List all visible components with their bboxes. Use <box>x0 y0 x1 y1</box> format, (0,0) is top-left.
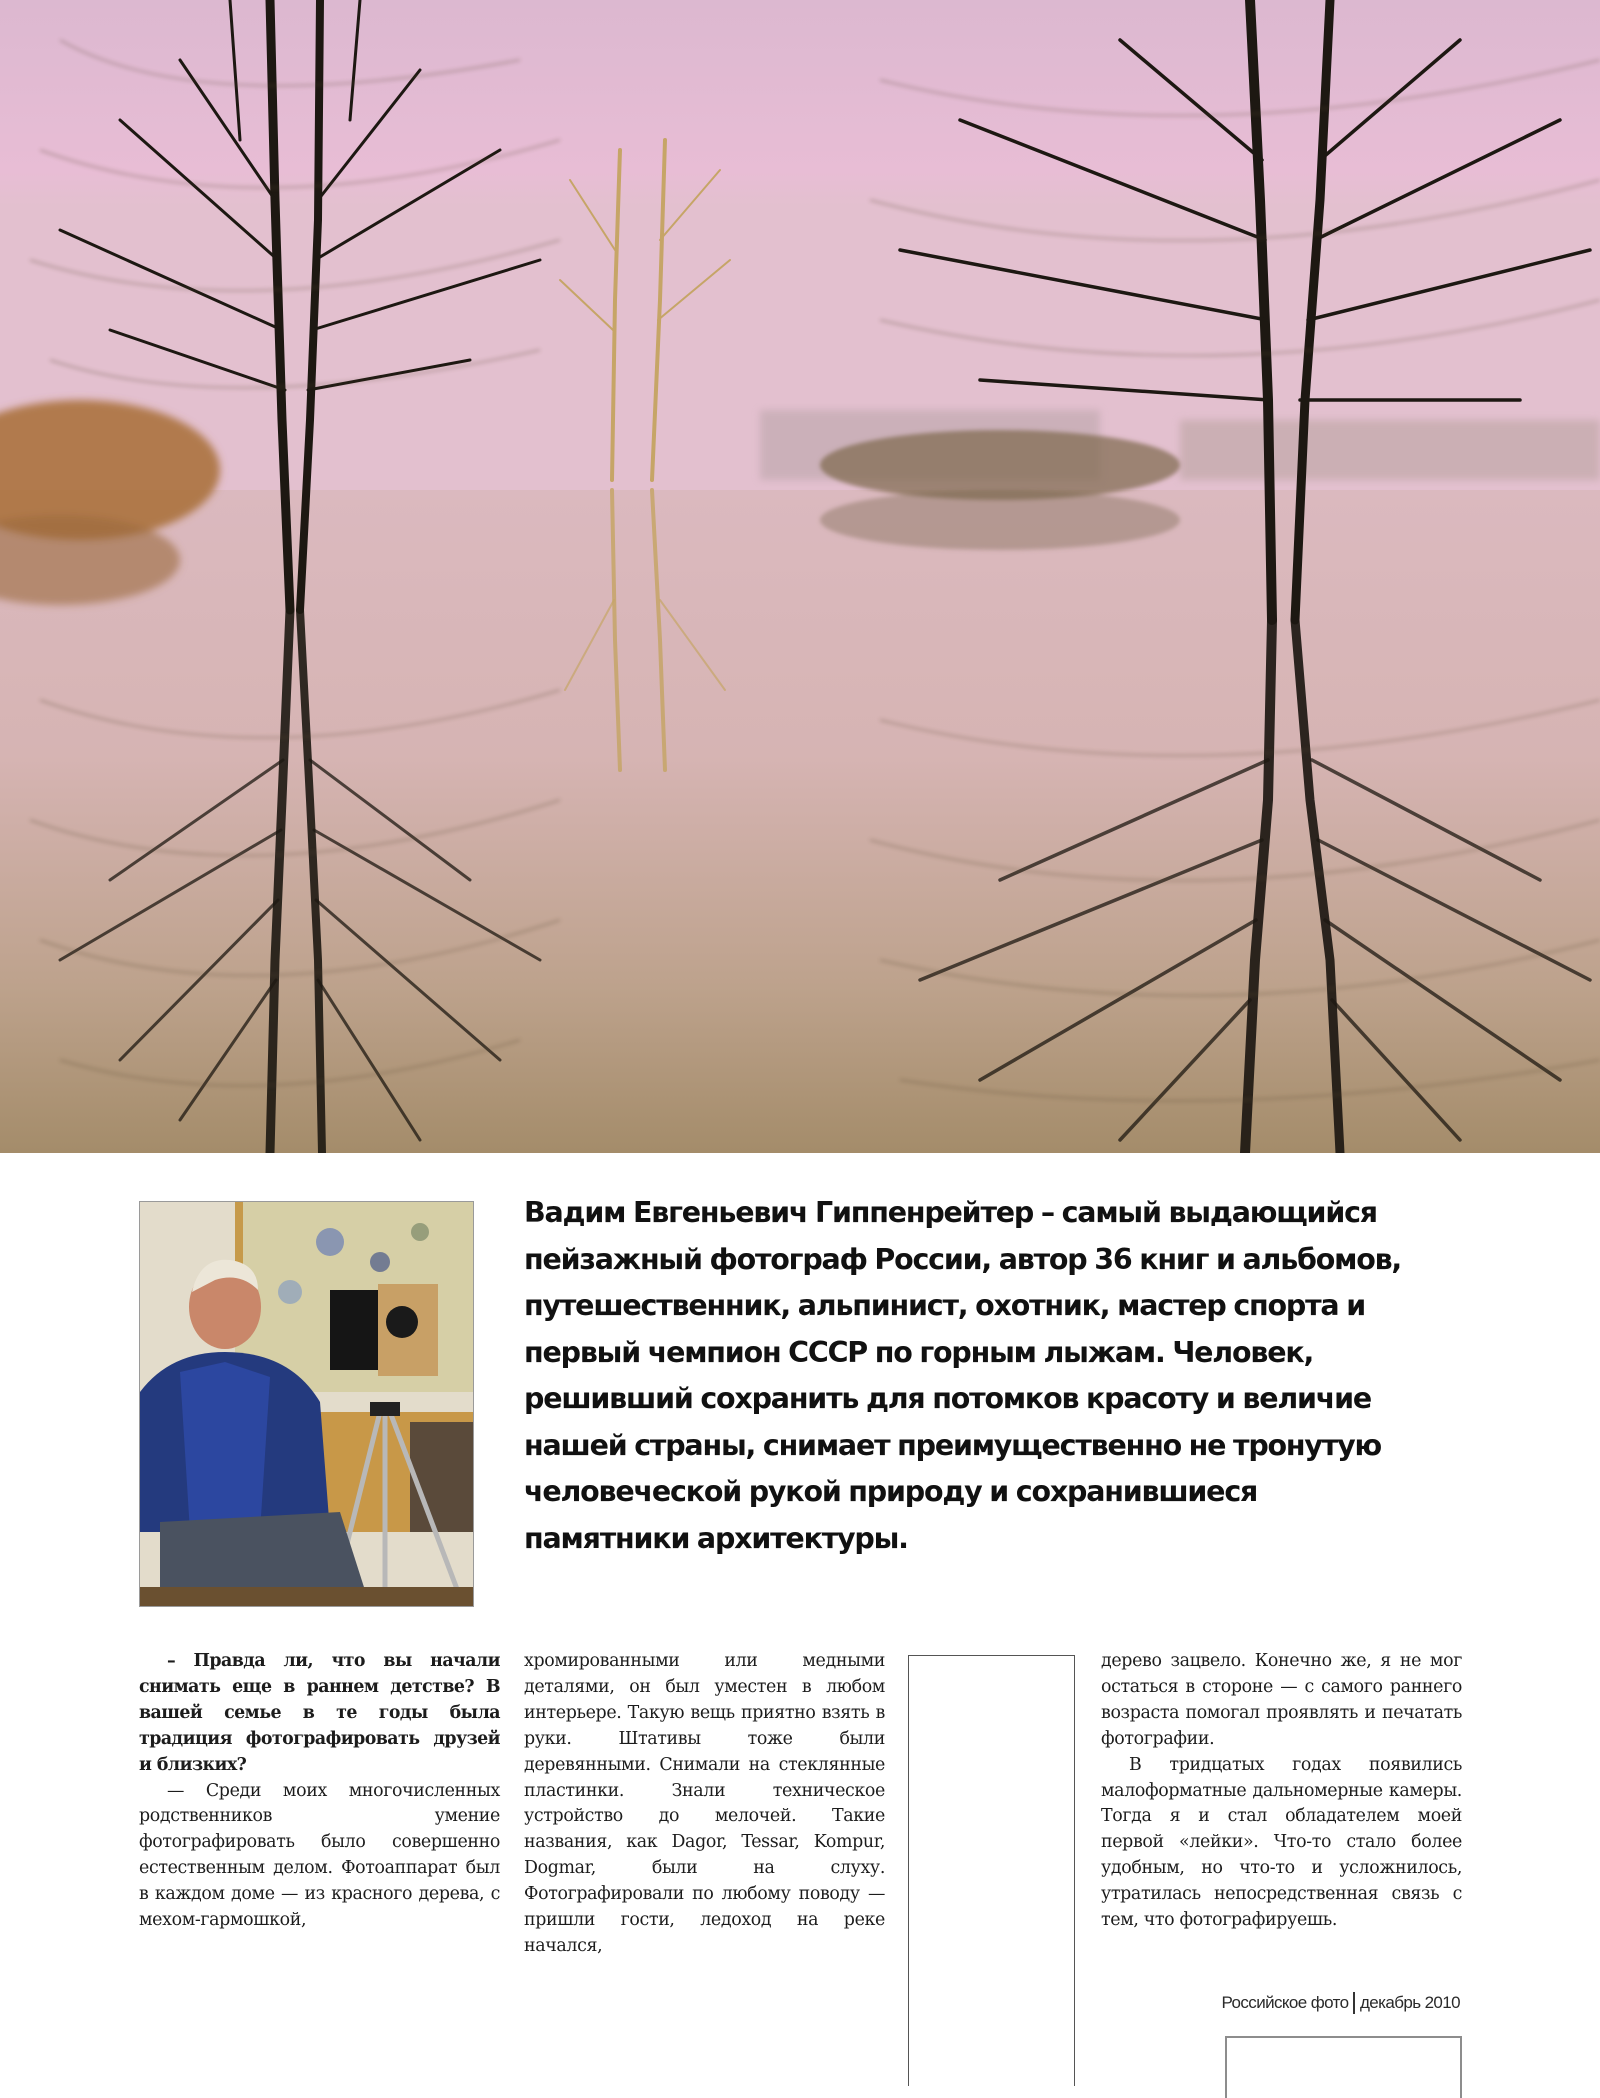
interview-answer: — Среди моих многочисленных родственников умение фотографировать было совершенно естественным делом. Фотоаппарат был в каждом доме — из красного дерева, с мехом-гармошкой, <box>139 1780 500 1931</box>
article-text: В тридцатых годах появились малоформатные дальномерные камеры. Тогда я и стал обладателем моей первой «лейки». Что-то стало более удобным, но что-то и усложнилось, утратилась непосредственная связь с тем, что фотографируешь. <box>1101 1754 1462 1931</box>
interview-question: – Правда ли, что вы начали снимать еще в раннем детстве? В вашей семье в те годы была традиция фотографировать друзей и близких? <box>139 1651 500 1775</box>
footer-empty-frame <box>1225 2036 1462 2098</box>
magazine-name: Российское фото <box>1221 1993 1349 2012</box>
article-column-3 <box>1101 1649 1462 1934</box>
lead-paragraph: Вадим Евгеньевич Гиппенрейтер – самый выдающийся пейзажный фотограф России, автор 36 книг и альбомов, путешественник, альпинист, охотник, мастер спорта и первый чемпион СССР по горным лыжам. Человек, решивший сохранить для потомков красоту и величие нашей страны, снимает преимущественно не тронутую человеческой рукой природу и сохранившиеся памятники архитектуры. <box>524 1196 1402 1555</box>
footer-divider <box>1353 1992 1355 2014</box>
photographer-portrait-illustration <box>140 1202 473 1606</box>
issue-date: декабрь 2010 <box>1359 1993 1460 2012</box>
article-text: хромированными или медными деталями, он был уместен в любом интерьере. Такую вещь приятно взять в руки. Штативы тоже были деревянными. Снимали на стеклянные пластинки. Знали техническое устройство до мелочей. Такие названия, как Dagor, Tessar, Kompur, Dogmar, были на слуху. Фотографировали по любому поводу — пришли гости, ледоход на реке начался, <box>524 1651 885 1956</box>
article-text: дерево зацвело. Конечно же, я не мог остаться в стороне — с самого раннего возраста помогал проявлять и печатать фотографии. <box>1101 1651 1462 1749</box>
article-column-1 <box>139 1649 500 1934</box>
portrait-photo <box>139 1201 474 1607</box>
article-column-2 <box>524 1649 885 1960</box>
empty-image-frame <box>908 1655 1075 2086</box>
page-footer <box>1222 1992 1460 2014</box>
